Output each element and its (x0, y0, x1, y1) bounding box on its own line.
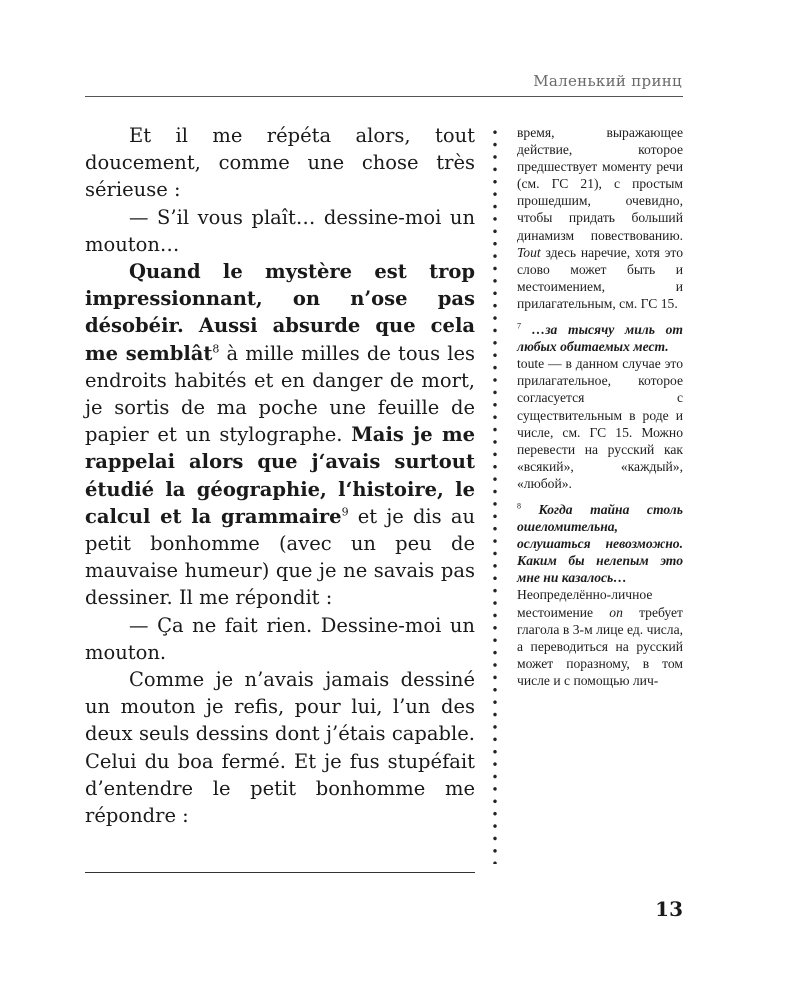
note-continuation: время, выражающее действие, которое предшествует моменту речи (см. ГС 21), с простым прошедшим, очевидно, чтобы придать больший динамизм повествованию. Tout здесь наречие, хотя это слово может быть и местоимением, и прилагательным, см. ГС 15. (517, 125, 683, 311)
running-title: Маленький принц (533, 72, 682, 90)
footnote-ref: 9 (341, 505, 349, 519)
italic-term: Tout (517, 244, 541, 260)
paragraph: — S’il vous plaît… dessine-moi un mouton… (85, 205, 475, 256)
text-run: à mille milles de tous les endroits habités et en danger de mort, je sortis de ma poche une feuille de papier et un stylographe. (85, 341, 475, 447)
note-8 (517, 501, 683, 586)
italic-term: on (609, 604, 623, 620)
margin-notes (517, 124, 683, 689)
note-title: Когда тайна столь ошеломительна, ослушаться невозможно. Каким бы нелепым это мне ни казалось… (517, 501, 683, 586)
paragraph (85, 258, 475, 612)
note-7-body: toute — в данном случае это прилагательное, которое согласуется с существительным в роде и числе, см. ГС 15. Можно перевести на русский как «всякий», «каждый», «любой». (517, 356, 683, 491)
bold-passage: Quand le mystère est trop impressionnant, on n’ose pas désobéir. Aussi absurde que cela me semblât (85, 260, 475, 365)
note-number: 8 (517, 501, 521, 511)
page-number: 13 (655, 897, 683, 921)
header-rule (85, 96, 683, 97)
dotted-divider (492, 126, 498, 864)
footnote-ref: 8 (212, 342, 220, 356)
paragraph: Et il me répéta alors, tout doucement, comme une chose très sérieuse : (85, 124, 475, 202)
note-number: 7 (517, 321, 521, 331)
text-run: et je dis au petit bonhomme (avec un peu de mauvaise humeur) que je ne savais pas dessiner. Il me répondit : (85, 504, 475, 610)
bold-passage: Mais je me rappelai alors que j‘avais surtout étudié la géographie, l‘histoire, le calcul et la grammaire (85, 423, 475, 528)
note-7 (517, 321, 683, 355)
paragraph: — Ça ne fait rien. Dessine-moi un mouton. (85, 613, 475, 664)
footer-rule (85, 872, 475, 873)
paragraph: Comme je n’avais jamais dessiné un mouton je refis, pour lui, l’un des deux seuls dessins dont j’étais capable. Celui du boa fermé. Et je fus stupéfait d’entendre le petit bonhomme me répondre : (85, 668, 475, 828)
note-8-body: Неопределённо-личное местоимение on требует глагола в 3-м лице ед. числа, а переводиться на русский может поразному, в том числе и с помощью лич- (517, 587, 683, 688)
main-text-column (85, 122, 475, 829)
note-title: …за тысячу миль от любых обитаемых мест. (517, 322, 683, 355)
